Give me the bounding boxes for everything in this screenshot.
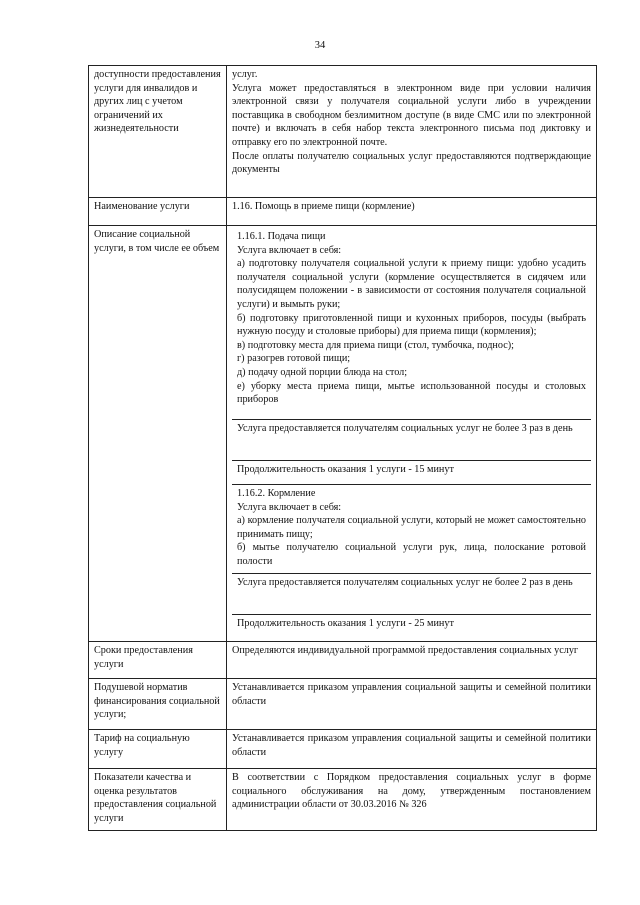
duration-note: Продолжительность оказания 1 услуги - 25 минут [237,618,454,629]
subservice-feeding [232,485,591,574]
list-item: в) подготовку места для приема пищи (стол, тумбочка, поднос); [237,339,514,351]
table-row [89,679,597,730]
paragraph: После оплаты получателю социальных услуг предоставляются подтверждающие документы [232,150,591,176]
subservice-serving-food [232,228,591,420]
row-value-accessibility [227,66,597,198]
list-intro: Услуга включает в себя: [237,501,342,513]
list-item: б) мытье получателю социальной услуги рук, лица, полоскание ротовой полости [237,542,586,567]
frequency-note: Услуга предоставляется получателям социальных услуг не более 3 раз в день [232,420,591,461]
list-item: е) уборку места приема пищи, мытье использованной посуды и столовых приборов [237,380,586,406]
page-number: 34 [314,40,326,51]
row-value-description [227,226,597,642]
paragraph: услуг. [232,69,258,80]
row-value-financing: Устанавливается приказом управления социальной защиты и семейной политики области [227,679,597,730]
subservice-title: 1.16.2. Кормление [237,488,316,499]
row-label-accessibility: доступности предоставления услуги для инвалидов и других лиц с учетом ограничений их жизнедеятельности [89,66,227,198]
table-row [89,226,597,642]
row-label-description: Описание социальной услуги, в том числе ее объем [89,226,227,642]
row-value-quality: В соответствии с Порядком предоставления социальных услуг в форме социального обслуживания на дому, утвержденным постановлением администрации области от 30.03.2016 № 326 [227,769,597,831]
row-value-service-name: 1.16. Помощь в приеме пищи (кормление) [227,198,597,226]
row-label-quality: Показатели качества и оценка результатов предоставления социальной услуги [89,769,227,831]
row-label-service-name: Наименование услуги [89,198,227,226]
paragraph: Услуга может предоставляться в электронном виде при условии наличия электронной связи у получателя социальной услуги либо в учреждении поставщика в свободном безлимитном доступе (в виде СМС или по электронной почте) и включать в себя набор текста электронного письма под диктовку и отправку его по электронной почте. [232,82,591,148]
table-row [89,66,597,198]
list-intro: Услуга включает в себя: [237,244,342,256]
list-item: а) кормление получателя социальной услуги, который не может самостоятельно принимать пищу; [237,515,586,540]
list-item: г) разогрев готовой пищи; [237,353,351,365]
row-label-tariff: Тариф на социальную услугу [89,730,227,769]
list-item: а) подготовку получателя социальной услуги к приему пищи: удобно усадить получателя социальной услуги (кормление осуществляется в сидячем или полусидящем положении - в зависимости от состояния получателя социальной услуги) и вымыть руки; [237,258,586,310]
duration-note: Продолжительность оказания 1 услуги - 15 минут [232,461,591,485]
subservice-title: 1.16.1. Подача пищи [237,231,326,242]
row-value-tariff: Устанавливается приказом управления социальной защиты и семейной политики области [227,730,597,769]
row-label-financing: Подушевой норматив финансирования социальной услуги; [89,679,227,730]
list-item: д) подачу одной порции блюда на стол; [237,366,408,378]
service-table [88,65,597,831]
table-row [89,198,597,226]
table-row [89,642,597,679]
row-value-terms: Определяются индивидуальной программой предоставления социальных услуг [227,642,597,679]
row-label-terms: Сроки предоставления услуги [89,642,227,679]
table-row [89,769,597,831]
list-item: б) подготовку приготовленной пищи и кухонных приборов, посуды (выбрать нужную посуду и столовые приборы) для приема пищи (кормления); [237,312,586,338]
frequency-note: Услуга предоставляется получателям социальных услуг не более 2 раз в день [232,574,591,615]
table-row [89,730,597,769]
